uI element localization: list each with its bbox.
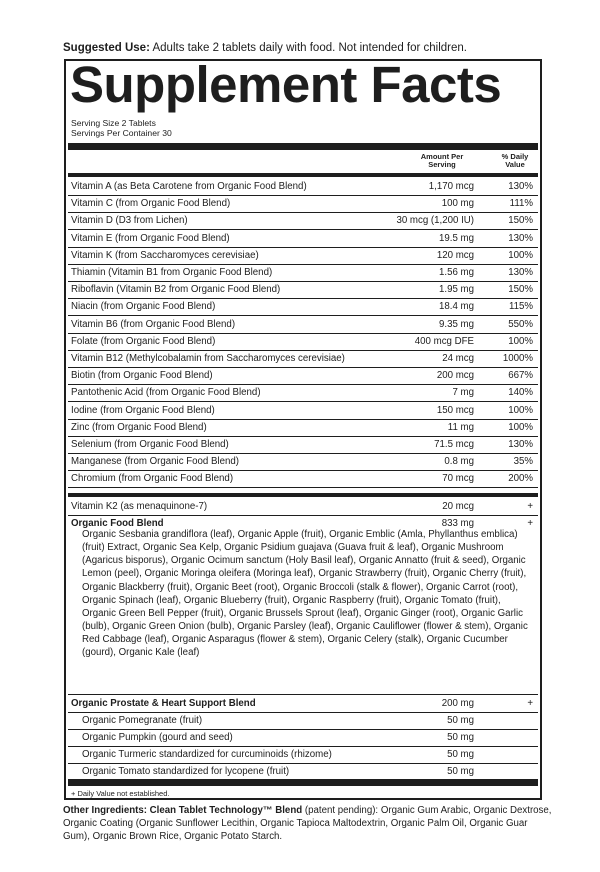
dv-header-line2: Value bbox=[505, 160, 525, 169]
prostate-blend-row bbox=[68, 695, 538, 713]
nutrient-row bbox=[68, 384, 538, 402]
row-name: Vitamin B6 (from Organic Food Blend) bbox=[71, 318, 236, 330]
suggested-use bbox=[63, 42, 563, 54]
row-dv: 111% bbox=[509, 198, 533, 210]
row-name: Vitamin K (from Saccharomyces cerevisiae) bbox=[71, 249, 259, 261]
dv-header bbox=[494, 153, 536, 169]
row-name: Selenium (from Organic Food Blend) bbox=[71, 439, 229, 450]
other-ingredients-label: Other Ingredients: Clean Tablet Technology™ Blend bbox=[63, 805, 303, 816]
nutrient-row bbox=[68, 230, 538, 248]
row-amount: 0.8 mg bbox=[444, 456, 474, 468]
row-name: Vitamin B12 (Methylcobalamin from Saccharomyces cerevisiae) bbox=[71, 353, 345, 364]
nutrient-row bbox=[68, 298, 538, 316]
bottom-thick-divider bbox=[68, 779, 538, 786]
row-dv: 130% bbox=[508, 267, 533, 278]
row-amount: 11 mg bbox=[447, 421, 474, 433]
other-ingredients-text: (patent pending): Organic Gum Arabic, Organic Dextrose, Organic Coating (Organic Sunflower Lecithin, Organic Tapioca Maltodextrin, Organic Palm Oil, Organic Guar Gum), Organic Brown Rice, Organic Potato Starch. bbox=[63, 805, 552, 842]
row-name: Organic Food Blend bbox=[71, 518, 164, 529]
row-amount: 70 mcg bbox=[442, 473, 474, 485]
amount-header bbox=[412, 153, 472, 169]
nutrient-row bbox=[68, 436, 538, 454]
row-name: Vitamin C (from Organic Food Blend) bbox=[71, 198, 231, 210]
thick-divider bbox=[68, 143, 538, 150]
row-name: Riboflavin (Vitamin B2 from Organic Food Blend) bbox=[71, 284, 281, 296]
panel-title: Supplement Facts bbox=[70, 56, 502, 113]
row-name: Organic Prostate & Heart Support Blend bbox=[71, 698, 256, 709]
row-name: Organic Pomegranate (fruit) bbox=[82, 715, 203, 726]
row-amount: 1,170 mcg bbox=[428, 181, 474, 192]
row-amount: 400 mcg DFE bbox=[414, 335, 474, 347]
row-dv: 130% bbox=[508, 181, 533, 192]
row-amount: 1.56 mg bbox=[438, 267, 474, 278]
row-name: Pantothenic Acid (from Organic Food Blend) bbox=[71, 387, 261, 399]
row-name: Niacin (from Organic Food Blend) bbox=[71, 301, 216, 313]
row-amount: 20 mcg bbox=[442, 501, 474, 512]
nutrient-row bbox=[68, 470, 538, 488]
row-dv: 100% bbox=[508, 421, 533, 433]
dv-header-line1: % Daily bbox=[501, 152, 529, 161]
prostate-item-row bbox=[68, 729, 538, 747]
row-amount: 50 mg bbox=[447, 749, 474, 760]
suggested-use-label: Suggested Use: bbox=[63, 42, 150, 54]
row-name: Vitamin A (as Beta Carotene from Organic Food Blend) bbox=[71, 181, 307, 192]
row-name: Biotin (from Organic Food Blend) bbox=[71, 370, 213, 382]
prostate-item-row bbox=[68, 746, 538, 764]
row-dv: 130% bbox=[508, 232, 533, 244]
row-amount: 19.5 mg bbox=[438, 232, 474, 244]
row-name: Thiamin (Vitamin B1 from Organic Food Blend) bbox=[71, 267, 273, 278]
row-dv: 667% bbox=[508, 370, 533, 382]
row-name: Folate (from Organic Food Blend) bbox=[71, 335, 216, 347]
nutrient-row bbox=[68, 419, 538, 437]
row-dv: 140% bbox=[508, 387, 533, 399]
amount-header-line2: Serving bbox=[428, 160, 456, 169]
row-dv: 150% bbox=[508, 284, 533, 296]
row-name: Organic Pumpkin (gourd and seed) bbox=[82, 732, 233, 743]
supplement-facts-panel bbox=[64, 56, 542, 800]
row-dv: + bbox=[527, 518, 533, 529]
nutrient-row bbox=[68, 333, 538, 351]
row-amount: 120 mcg bbox=[436, 249, 474, 261]
nutrient-row bbox=[68, 316, 538, 334]
nutrient-row bbox=[68, 281, 538, 299]
servings-per-container: Servings Per Container 30 bbox=[71, 128, 172, 138]
row-name: Vitamin K2 (as menaquinone-7) bbox=[71, 501, 208, 512]
nutrient-row bbox=[68, 453, 538, 471]
nutrient-row bbox=[68, 402, 538, 420]
nutrient-row bbox=[68, 212, 538, 230]
row-amount: 100 mg bbox=[441, 198, 474, 210]
row-name: Organic Turmeric standardized for curcuminoids (rhizome) bbox=[82, 749, 332, 760]
row-name: Manganese (from Organic Food Blend) bbox=[71, 456, 239, 468]
row-amount: 200 mcg bbox=[436, 370, 474, 382]
row-amount: 50 mg bbox=[447, 715, 474, 726]
row-amount: 30 mcg (1,200 IU) bbox=[396, 215, 474, 227]
row-amount: 1.95 mg bbox=[438, 284, 474, 296]
other-ingredients bbox=[63, 804, 553, 843]
footnote: + Daily Value not established. bbox=[71, 789, 170, 798]
row-dv: + bbox=[527, 698, 533, 709]
row-dv: 100% bbox=[508, 249, 533, 261]
nutrient-row bbox=[68, 350, 538, 368]
serving-size: Serving Size 2 Tablets bbox=[71, 118, 156, 128]
row-dv: 35% bbox=[513, 456, 533, 468]
food-blend-ingredients: Organic Sesbania grandiflora (leaf), Organic Apple (fruit), Organic Emblic (Amla, Phyllanthus emblica) (fruit) Extract, Organic Sea Kelp, Organic Psidium guajava (Guava fruit & leaf), Organic Mushroom (Agaricus bisporus), Organic Ocimum sanctum (Holy Basil leaf), Organic Annatto (fruit & seed), Organic Lemon (peel), Organic Moringa oleifera (Moringa leaf), Organic Strawberry (fruit), Organic Cherry (fruit), Organic Blackberry (fruit), Organic Beet (root), Organic Broccoli (stalk & flower), Organic Carrot (root), Organic Spinach (leaf), Organic Blueberry (fruit), Organic Raspberry (fruit), Organic Tomato (fruit), Organic Green Bell Pepper (fruit), Organic Brussels Sprout (leaf), Organic Ginger (root), Organic Garlic (bulb), Organic Green Onion (bulb), Organic Parsley (leaf), Organic Cauliflower (flower & stem), Organic Red Cabbage (leaf), Organic Asparagus (flower & stem), Organic Celery (stalk), Organic Cucumber (gourd), Organic Kale (leaf) bbox=[82, 529, 528, 659]
nutrient-row bbox=[68, 178, 538, 196]
row-amount: 24 mcg bbox=[442, 353, 474, 364]
row-amount: 833 mg bbox=[441, 518, 474, 529]
row-amount: 150 mcg bbox=[436, 404, 474, 416]
row-dv: 550% bbox=[508, 318, 533, 330]
suggested-use-text: Adults take 2 tablets daily with food. Not intended for children. bbox=[152, 42, 467, 54]
nutrient-row bbox=[68, 264, 538, 282]
nutrient-row bbox=[68, 367, 538, 385]
row-amount: 9.35 mg bbox=[438, 318, 474, 330]
row-amount: 50 mg bbox=[447, 766, 474, 777]
row-dv: + bbox=[527, 501, 533, 512]
row-dv: 100% bbox=[508, 335, 533, 347]
row-dv: 200% bbox=[508, 473, 533, 485]
nutrient-row bbox=[68, 195, 538, 213]
serving-info bbox=[71, 118, 172, 138]
row-dv: 130% bbox=[508, 439, 533, 450]
amount-header-line1: Amount Per bbox=[420, 152, 464, 161]
nutrient-row bbox=[68, 247, 538, 265]
row-dv: 100% bbox=[508, 404, 533, 416]
row-amount: 18.4 mg bbox=[438, 301, 474, 313]
row-name: Vitamin D (D3 from Lichen) bbox=[71, 215, 188, 227]
prostate-item-row bbox=[68, 712, 538, 730]
row-amount: 200 mg bbox=[441, 698, 474, 709]
row-amount: 7 mg bbox=[452, 387, 474, 399]
row-name: Vitamin E (from Organic Food Blend) bbox=[71, 232, 230, 244]
vitamin-k2-row bbox=[68, 498, 538, 516]
row-name: Chromium (from Organic Food Blend) bbox=[71, 473, 234, 485]
row-name: Iodine (from Organic Food Blend) bbox=[71, 404, 215, 416]
header-divider bbox=[68, 173, 538, 177]
row-name: Organic Tomato standardized for lycopene (fruit) bbox=[82, 766, 290, 777]
nutrient-end-divider bbox=[68, 493, 538, 497]
row-name: Zinc (from Organic Food Blend) bbox=[71, 421, 207, 433]
row-dv: 115% bbox=[508, 301, 533, 313]
row-amount: 50 mg bbox=[447, 732, 474, 743]
row-dv: 1000% bbox=[502, 353, 533, 364]
row-dv: 150% bbox=[508, 215, 533, 227]
row-amount: 71.5 mcg bbox=[434, 439, 474, 450]
